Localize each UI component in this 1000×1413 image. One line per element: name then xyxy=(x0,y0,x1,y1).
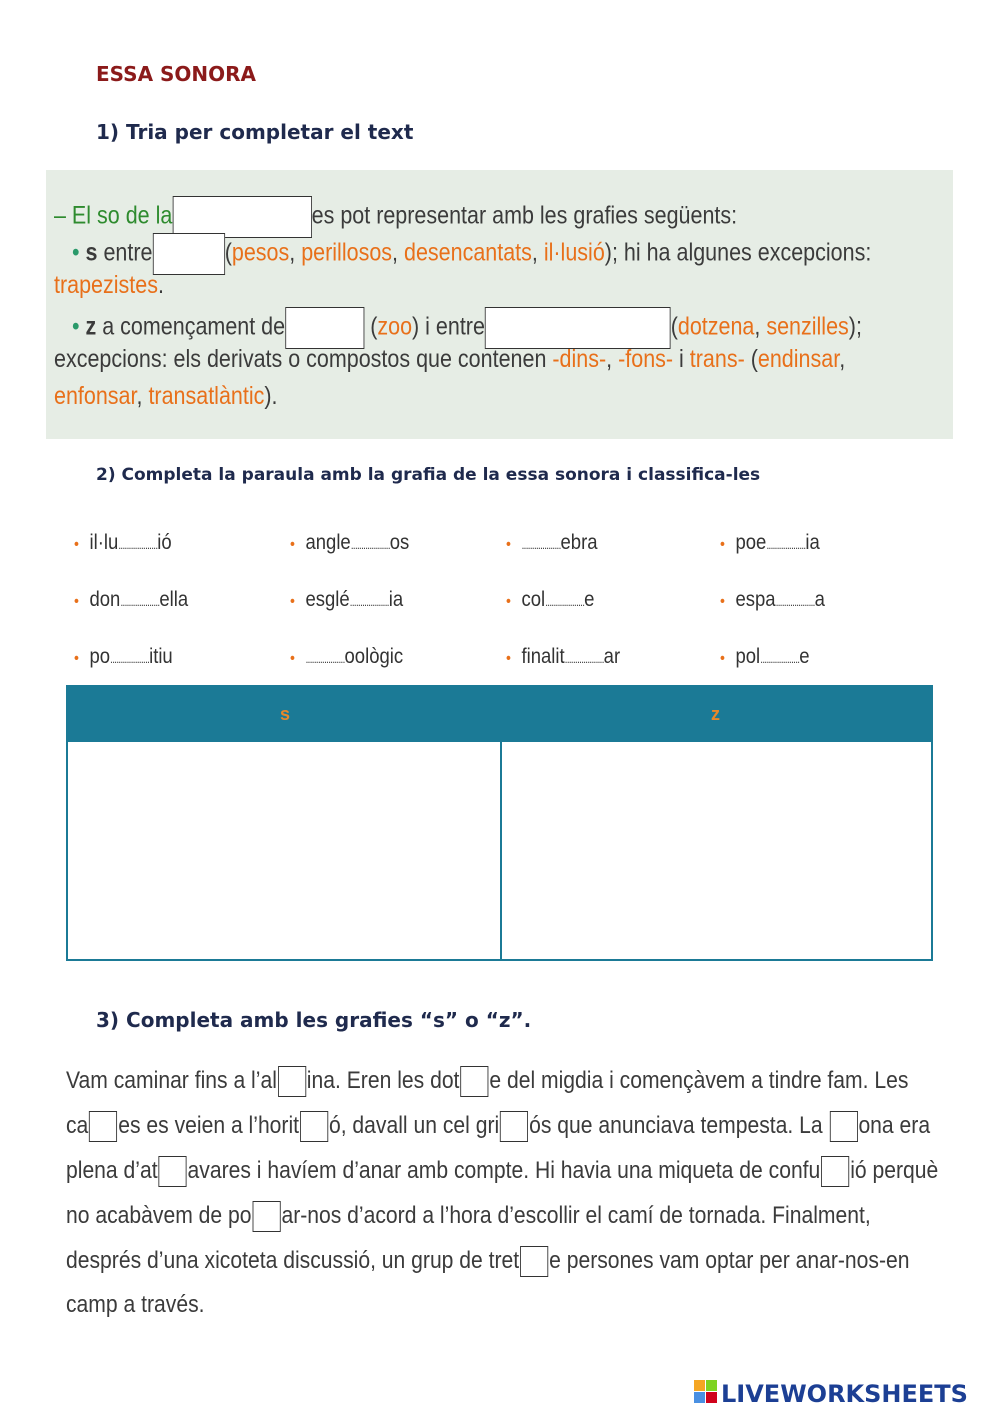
word-gap[interactable]: ................... xyxy=(349,595,389,609)
column-header-s: s xyxy=(280,704,291,724)
bullet-icon: • xyxy=(506,650,511,667)
word-gap[interactable]: ................... xyxy=(766,538,806,552)
bullet-icon: • xyxy=(720,593,725,610)
section1-heading: 1) Tria per completar el text xyxy=(96,120,414,144)
theory-panel xyxy=(46,170,953,439)
exercise3-line: no acabàvem de po ar-nos d’acord a l’hora d’escollir el camí de tornada. Finalment, xyxy=(66,1201,871,1232)
section2-heading: 2) Completa la paraula amb la grafia de la essa sonora i classifica-les xyxy=(96,465,761,485)
word-gap[interactable]: ................... xyxy=(118,538,158,552)
letter-box-input[interactable] xyxy=(821,1156,849,1187)
letter-box-input[interactable] xyxy=(252,1201,280,1232)
letter-box-input[interactable] xyxy=(460,1066,488,1097)
word-gap[interactable]: ................... xyxy=(305,652,345,666)
bullet-icon: • xyxy=(290,536,295,553)
word-gap[interactable]: ................... xyxy=(120,595,160,609)
word-gap[interactable]: ................... xyxy=(564,652,604,666)
bullet-icon: • xyxy=(290,650,295,667)
word-item[interactable]: • po...................itiu xyxy=(74,645,173,668)
theory-line-6: enfonsar, transatlàntic). xyxy=(54,382,278,410)
word-item[interactable]: • il·lu...................ió xyxy=(74,531,172,554)
theory-line-1: – El so de la es pot representar amb les grafies següents: xyxy=(54,196,737,238)
blank-input[interactable] xyxy=(152,233,224,275)
letter-box-input[interactable] xyxy=(158,1156,186,1187)
word-item[interactable]: • poe...................ia xyxy=(720,531,820,554)
word-item[interactable]: • don...................ella xyxy=(74,588,189,611)
theory-line-2: • s entre (pesos, perillosos, desencantats, il·lusió); hi ha algunes excepcions: xyxy=(72,233,871,275)
letter-box-input[interactable] xyxy=(278,1066,306,1097)
theory-line-4: • z a començament de (zoo) i entre (dotzena, senzilles); xyxy=(72,307,862,349)
word-item[interactable]: • espa...................a xyxy=(720,588,825,611)
blank-input[interactable] xyxy=(485,307,671,349)
theory-line-5: excepcions: els derivats o compostos que contenen -dins-, -fons- i trans- (endinsar, xyxy=(54,345,846,373)
word-gap[interactable]: ................... xyxy=(775,595,815,609)
letter-box-input[interactable] xyxy=(500,1111,528,1142)
exercise3-line: camp a través. xyxy=(66,1291,205,1318)
exercise3-line: ca es es veien a l’horit ó, davall un cel gri ós que anunciava tempesta. La ona era xyxy=(66,1111,930,1142)
exercise3-line: després d’una xicoteta discussió, un grup de tret e persones vam optar per anar-nos-en xyxy=(66,1246,910,1277)
word-item[interactable]: • finalit...................ar xyxy=(506,645,621,668)
liveworksheets-logo xyxy=(692,1377,992,1407)
column-header-z: z xyxy=(711,704,720,724)
drop-area-s[interactable] xyxy=(68,742,500,959)
svg-text:LIVEWORKSHEETS: LIVEWORKSHEETS xyxy=(721,1380,968,1407)
page-title: ESSA SONORA xyxy=(96,62,257,86)
section3-heading: 3) Completa amb les grafies “s” o “z”. xyxy=(96,1008,532,1032)
exercise3-line: Vam caminar fins a l’al ina. Eren les dot e del migdia i començàvem a tindre fam. Les xyxy=(66,1066,908,1097)
letter-box-input[interactable] xyxy=(300,1111,328,1142)
bullet-icon: • xyxy=(74,593,79,610)
word-item[interactable]: • ...................ebra xyxy=(506,531,598,554)
letter-box-input[interactable] xyxy=(89,1111,117,1142)
bullet-icon: • xyxy=(720,536,725,553)
blank-input[interactable] xyxy=(285,307,364,349)
bullet-icon: • xyxy=(290,593,295,610)
bullet-icon: • xyxy=(506,593,511,610)
word-item[interactable]: • esglé...................ia xyxy=(290,588,404,611)
blank-input[interactable] xyxy=(172,196,311,238)
letter-box-input[interactable] xyxy=(520,1246,548,1277)
word-item[interactable]: • ...................oològic xyxy=(290,645,404,668)
word-item[interactable]: • angle...................os xyxy=(290,531,410,554)
liveworksheets-logo-icon xyxy=(692,1377,992,1407)
word-gap[interactable]: ................... xyxy=(760,652,800,666)
word-gap[interactable]: ................... xyxy=(350,538,390,552)
word-gap[interactable]: ................... xyxy=(110,652,150,666)
letter-box-input[interactable] xyxy=(829,1111,857,1142)
exercise3-line: plena d’at avares i havíem d’anar amb compte. Hi havia una miqueta de confu ió perquè xyxy=(66,1156,938,1187)
bullet-icon: • xyxy=(506,536,511,553)
word-gap[interactable]: ................... xyxy=(521,538,561,552)
word-gap[interactable]: ................... xyxy=(545,595,585,609)
bullet-icon: • xyxy=(74,536,79,553)
bullet-icon: • xyxy=(74,650,79,667)
word-item[interactable]: • col...................e xyxy=(506,588,595,611)
drop-area-z[interactable] xyxy=(502,742,931,959)
word-item[interactable]: • pol...................e xyxy=(720,645,810,668)
theory-line-3: trapezistes. xyxy=(54,271,164,299)
classification-table xyxy=(66,685,933,961)
bullet-icon: • xyxy=(720,650,725,667)
